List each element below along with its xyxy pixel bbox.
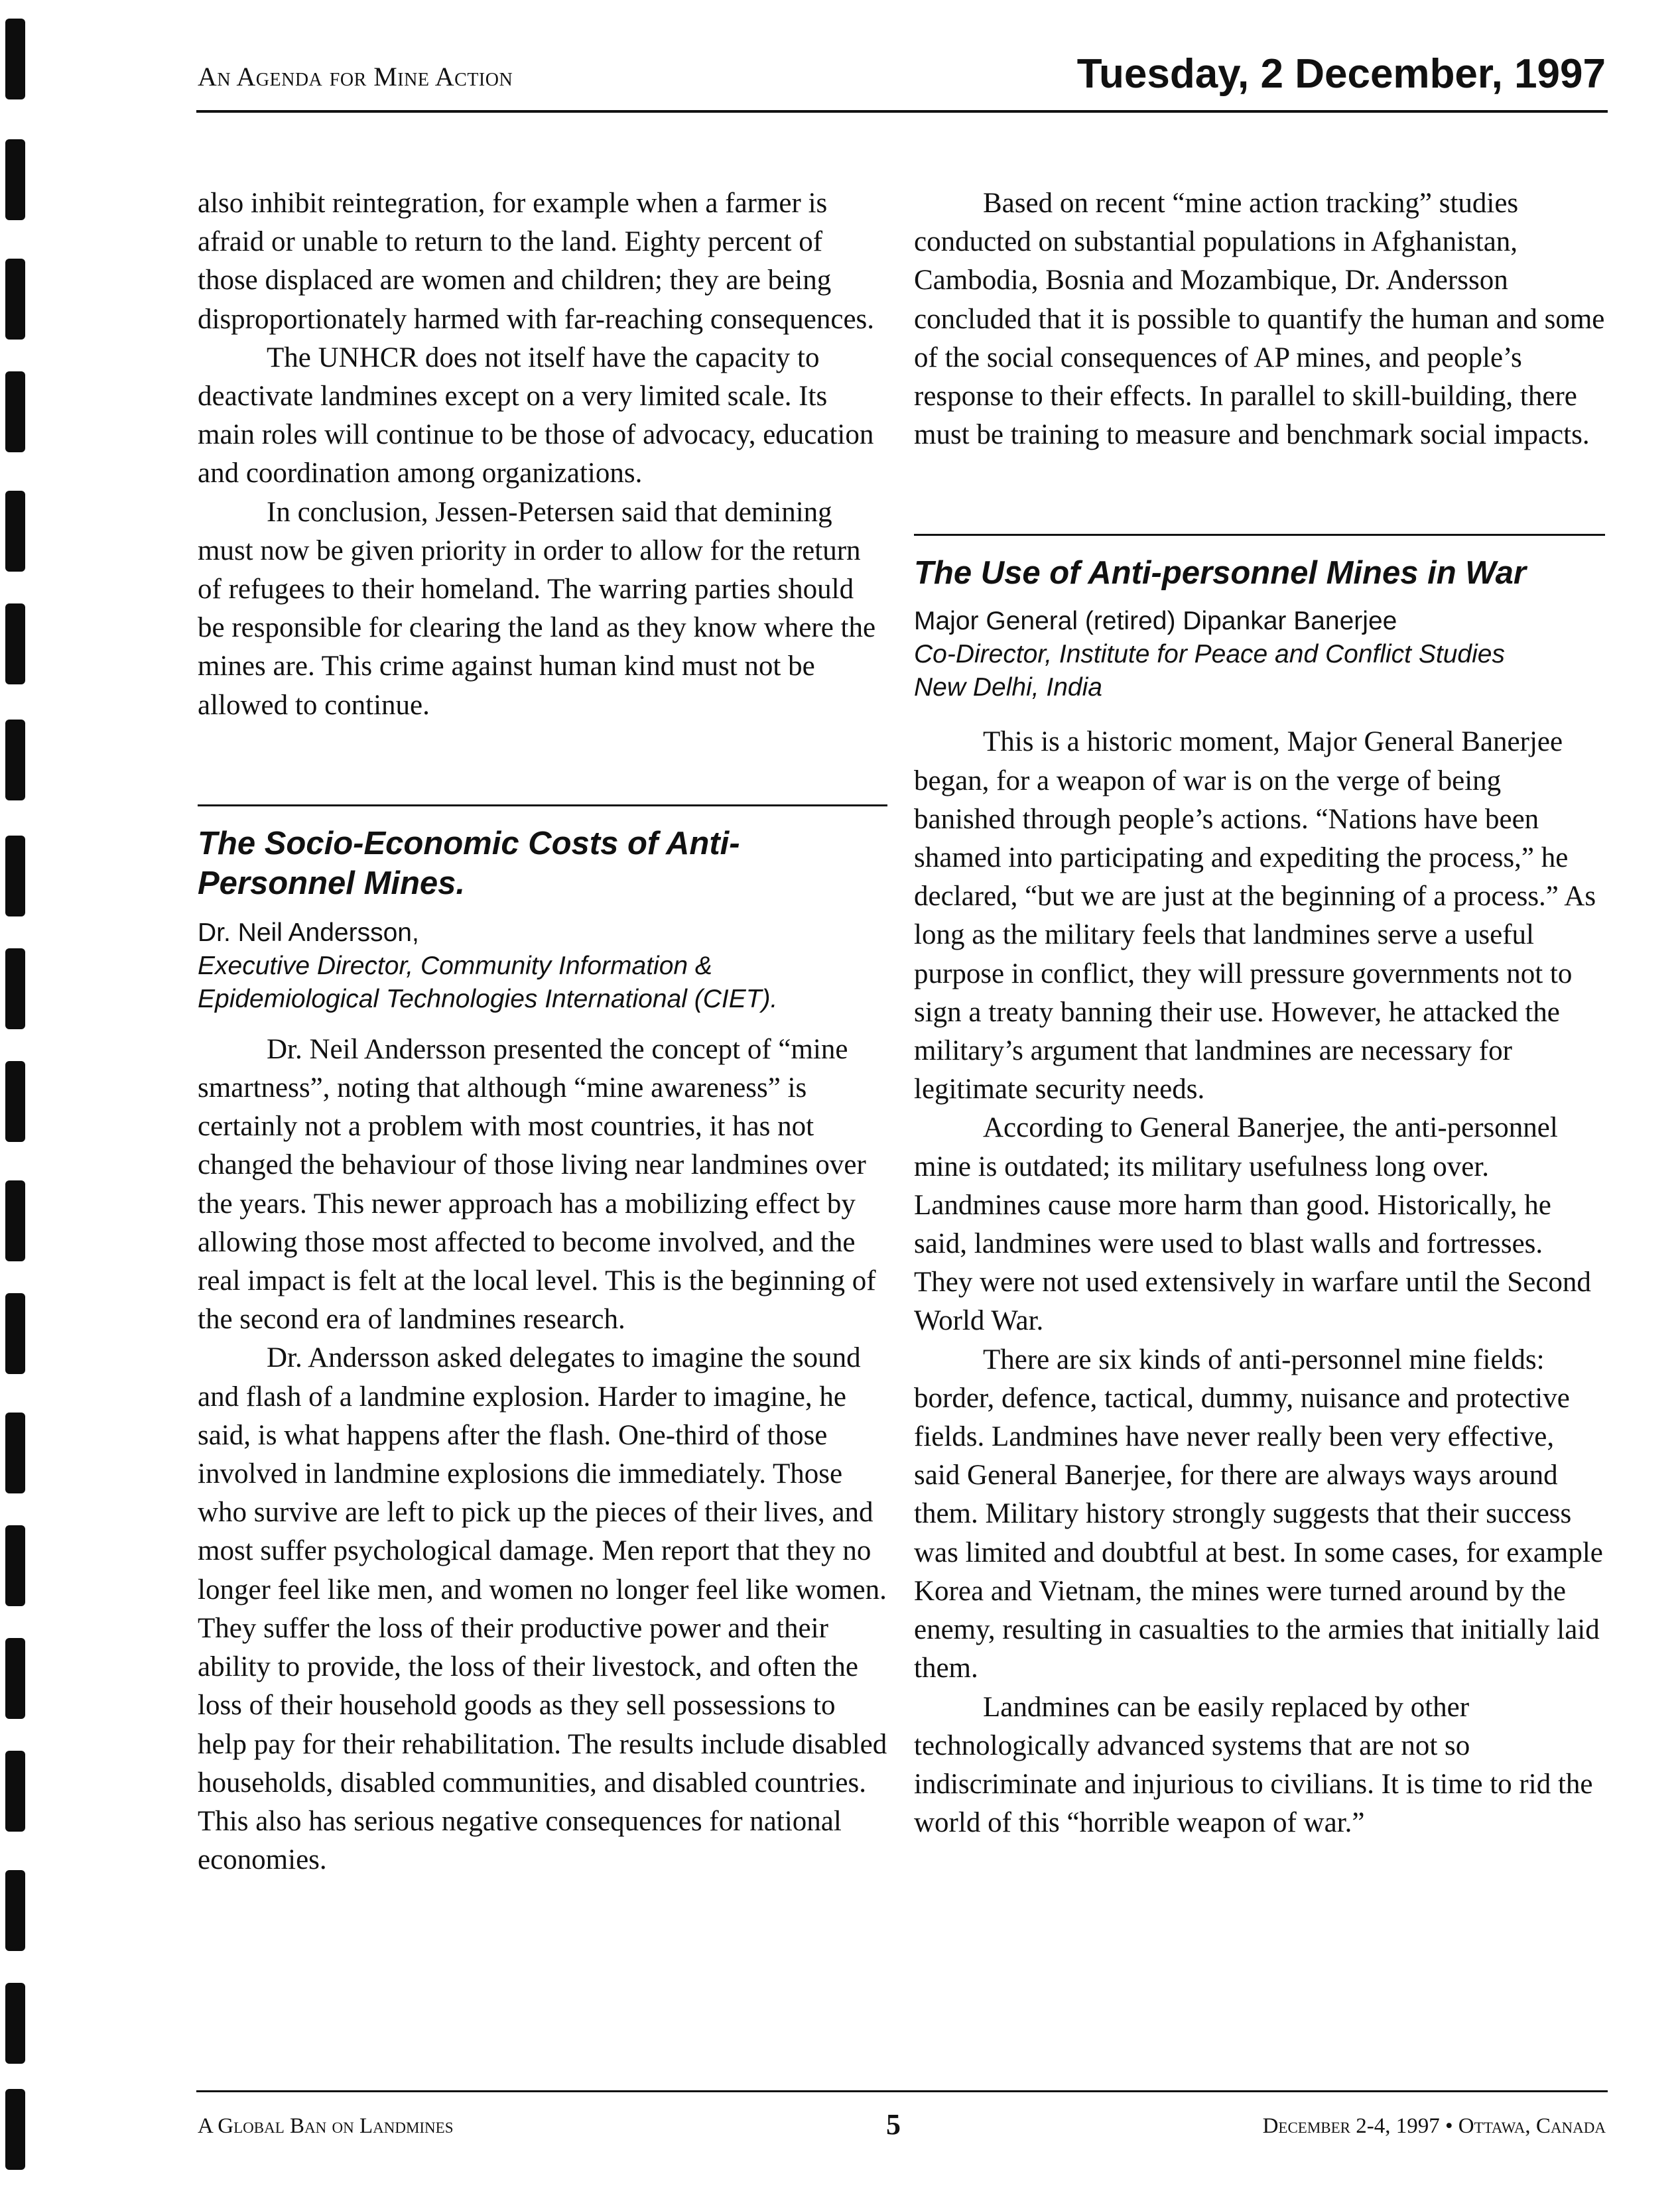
speaker-affiliation: Epidemiological Technologies International (CIET).	[198, 984, 778, 1013]
speaker-name: Major General (retired) Dipankar Banerjee	[914, 607, 1397, 636]
running-header-title: An Agenda for Mine Action	[198, 62, 513, 92]
speaker-affiliation: Executive Director, Community Information &	[198, 951, 712, 980]
body-paragraph: Dr. Andersson asked delegates to imagine the sound and flash of a landmine explosion. Harder to imagine, he said, is what happens after the flash. One-third of those involved in landmine explosions die immediately. Those who survive are left to pick up the pieces of their lives, and most suffer psychological damage. Men report that they no longer feel like men, and women no longer feel like women. They suffer the loss of their productive power and their ability to provide, the loss of their livestock, and often the loss of their household goods as they sell possessions to help pay for their rehabilitation. The results include disabled households, disabled communities, and disabled countries. This also has serious negative consequences for national economies.	[198, 1342, 887, 1876]
binding-mark	[5, 948, 25, 1029]
binding-mark	[5, 1751, 25, 1832]
body-paragraph: There are six kinds of anti-personnel mine fields: border, defence, tactical, dummy, nuisance and protective fields. Landmines have never really been very effective, said General Banerjee, for there are always ways around them. Military history strongly suggests that their success was limited and doubtful at best. In some cases, for example Korea and Vietnam, the mines were turned around by the enemy, resulting in casualties to the armies that initially laid them.	[914, 1344, 1603, 1684]
page-number: 5	[886, 2108, 901, 2141]
body-paragraph: Landmines can be easily replaced by other technologically advanced systems that are not so indiscriminate and injurious to civilians. It is time to rid the world of this “horrible weapon of war.”	[914, 1691, 1593, 1839]
right-column	[914, 184, 1605, 1842]
binding-mark	[5, 2089, 25, 2170]
binding-mark	[5, 836, 25, 916]
body-paragraph: Dr. Neil Andersson presented the concept of “mine smartness”, noting that although “mine awareness” is certainly not a problem with most countries, it has not changed the behaviour of those living near landmines over the years. This newer approach has a mobilizing effect by allowing those most affected to become involved, and the real impact is felt at the local level. This is the beginning of the second era of landmines research.	[198, 1033, 876, 1336]
binding-mark	[5, 1180, 25, 1261]
footer-publication: A Global Ban on Landmines	[198, 2114, 454, 2138]
binding-mark	[5, 491, 25, 572]
binding-mark	[5, 1525, 25, 1606]
binding-mark	[5, 1638, 25, 1719]
speaker-affiliation: Co-Director, Institute for Peace and Conflict Studies	[914, 640, 1505, 669]
binding-mark	[5, 1870, 25, 1951]
binding-mark	[5, 139, 25, 220]
body-paragraph: According to General Banerjee, the anti-personnel mine is outdated; its military usefulness long over. Landmines cause more harm than good. Historically, he said, landmines were used to blast walls and fortresses. They were not used extensively in warfare until the Second World War.	[914, 1112, 1591, 1337]
binding-mark	[5, 1413, 25, 1493]
body-paragraph: This is a historic moment, Major General Banerjee began, for a weapon of war is on the verge of being banished through people’s actions. “Nations have been shamed into participating and expediting the process,” he declared, “but we are just at the beginning of a process.” As long as the military feels that landmines serve a useful purpose in conflict, they will pressure governments not to sign a treaty banning their use. However, he attacked the military’s argument that landmines are necessary for legitimate security needs.	[914, 726, 1596, 1105]
header-rule	[196, 110, 1608, 113]
binding-mark	[5, 1061, 25, 1142]
speaker-name: Dr. Neil Andersson,	[198, 918, 419, 947]
section-title: The Socio-Economic Costs of Anti-Personnel Mines.	[198, 825, 740, 901]
body-paragraph: also inhibit reintegration, for example when a farmer is afraid or unable to return to the land. Eighty percent of those displaced are women and children; they are being disproportionately harmed with far-reaching consequences.	[198, 188, 875, 335]
binding-mark	[5, 603, 25, 684]
binding-mark	[5, 1983, 25, 2064]
body-paragraph: In conclusion, Jessen-Petersen said that demining must now be given priority in order to allow for the return of refugees to their homeland. The warring parties should be responsible for clearing the land as they know where the mines are. This crime against human kind must not be allowed to continue.	[198, 496, 876, 721]
speaker-affiliation: New Delhi, India	[914, 673, 1102, 702]
footer-event: December 2-4, 1997 • Ottawa, Canada	[1262, 2114, 1606, 2138]
header-date: Tuesday, 2 December, 1997	[1076, 51, 1606, 97]
section-title: The Use of Anti-personnel Mines in War	[914, 555, 1526, 592]
binding-mark	[5, 259, 25, 340]
binding-mark	[5, 1293, 25, 1374]
left-column	[198, 184, 887, 1879]
binding-mark	[5, 19, 25, 99]
footer-rule	[196, 2090, 1608, 2092]
body-paragraph: The UNHCR does not itself have the capacity to deactivate landmines except on a very limited scale. Its main roles will continue to be those of advocacy, education and coordination among organizations.	[198, 342, 874, 489]
binding-mark	[5, 371, 25, 452]
binding-mark	[5, 720, 25, 800]
body-paragraph: Based on recent “mine action tracking” studies conducted on substantial populations in Afghanistan, Cambodia, Bosnia and Mozambique, Dr. Andersson concluded that it is possible to quantify the human and some of the social consequences of AP mines, and people’s response to their effects. In parallel to skill-building, there must be training to measure and benchmark social impacts.	[914, 188, 1605, 451]
